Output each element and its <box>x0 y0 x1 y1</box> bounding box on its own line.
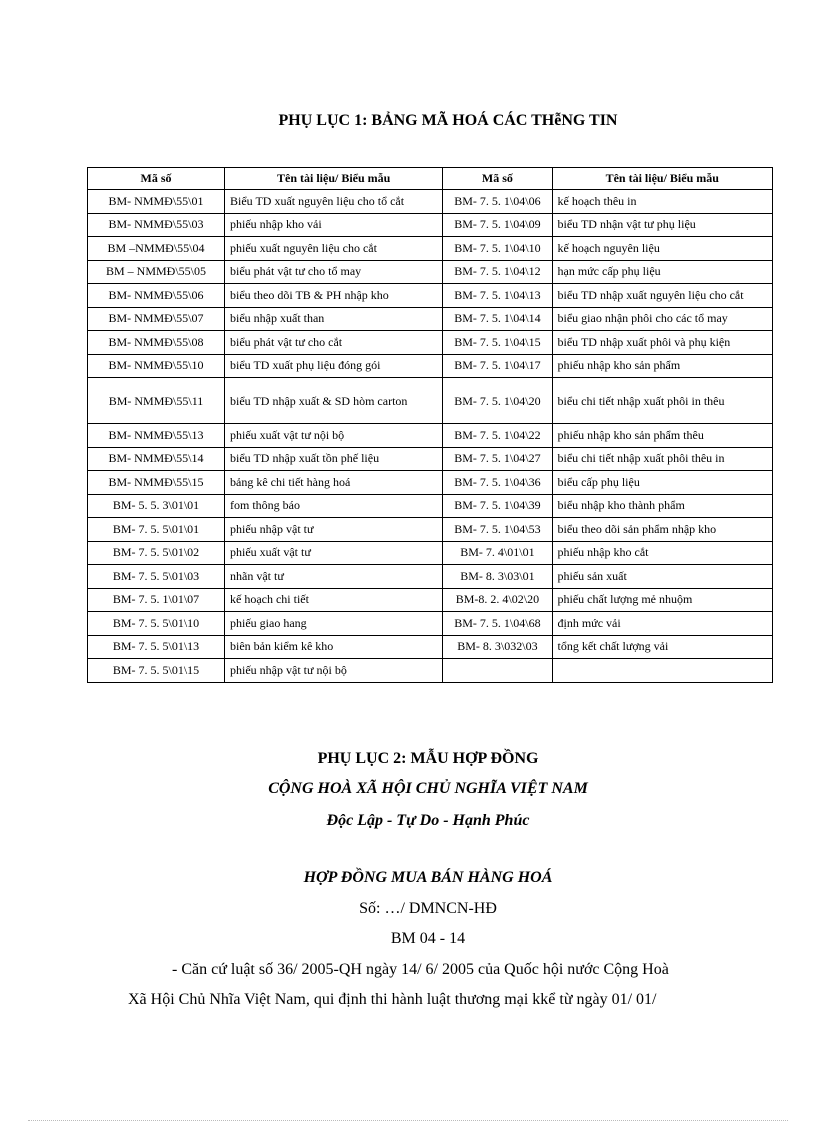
document-name-cell: biểu giao nhận phôi cho các tổ may <box>552 307 772 331</box>
table-row <box>88 378 773 424</box>
document-name-cell: biểu theo dõi TB & PH nhập kho <box>225 284 443 308</box>
document-name-cell: biểu TD nhập xuất & SD hòm carton <box>225 378 443 424</box>
document-name-cell: kế hoạch chi tiết <box>225 588 443 612</box>
header-name-2: Tên tài liệu/ Biểu mẫu <box>552 168 772 190</box>
table-row <box>88 471 773 495</box>
page-bottom-rule <box>28 1120 788 1121</box>
code-cell: BM- 7. 5. 5\01\01 <box>88 518 225 542</box>
document-name-cell: phiếu nhập kho sản phẩm thêu <box>552 424 772 448</box>
contract-number: Số: …/ DMNCN-HĐ <box>359 900 497 917</box>
legal-basis-line-2: Xã Hội Chủ Nhĩa Việt Nam, qui định thi hành luật thương mại kkể từ ngày 01/ 01/ <box>128 991 657 1008</box>
national-motto: Độc Lập - Tự Do - Hạnh Phúc <box>326 812 530 829</box>
code-cell: BM- 7. 4\01\01 <box>443 541 552 565</box>
table-row <box>88 518 773 542</box>
code-cell: BM- 7. 5. 5\01\15 <box>88 659 225 683</box>
table-row <box>88 213 773 237</box>
code-cell: BM- 7. 5. 1\04\27 <box>443 447 552 471</box>
code-cell: BM- 7. 5. 5\01\03 <box>88 565 225 589</box>
code-table <box>87 167 773 683</box>
document-name-cell: biểu theo dõi sản phẩm nhập kho <box>552 518 772 542</box>
document-name-cell: biên bản kiểm kê kho <box>225 635 443 659</box>
code-cell: BM- 8. 3\03\01 <box>443 565 552 589</box>
table-row <box>88 659 773 683</box>
table-row <box>88 260 773 284</box>
legal-basis-line-1: - Căn cứ luật số 36/ 2005-QH ngày 14/ 6/ 2005 của Quốc hội nước Cộng Hoà <box>172 961 669 978</box>
document-name-cell <box>552 659 772 683</box>
table-row <box>88 284 773 308</box>
code-cell: BM –NMMĐ\55\04 <box>88 237 225 261</box>
document-name-cell: định mức vải <box>552 612 772 636</box>
document-name-cell: tổng kết chất lượng vải <box>552 635 772 659</box>
table-header-row <box>88 168 773 190</box>
code-cell: BM- 7. 5. 5\01\13 <box>88 635 225 659</box>
contract-title: HỢP ĐỒNG MUA BÁN HÀNG HOÁ <box>303 869 553 886</box>
code-cell: BM- 5. 5. 3\01\01 <box>88 494 225 518</box>
document-name-cell: phiếu nhập kho cắt <box>552 541 772 565</box>
code-cell: BM- NMMĐ\55\08 <box>88 331 225 355</box>
document-name-cell: phiếu nhập vật tư <box>225 518 443 542</box>
document-name-cell: biểu TD xuất phụ liệu đóng gói <box>225 354 443 378</box>
document-name-cell: Biểu TD xuất nguyên liệu cho tổ cắt <box>225 190 443 214</box>
table-row <box>88 331 773 355</box>
code-cell: BM- 7. 5. 1\04\53 <box>443 518 552 542</box>
code-cell: BM- NMMĐ\55\01 <box>88 190 225 214</box>
code-cell: BM- NMMĐ\55\13 <box>88 424 225 448</box>
code-cell: BM- 7. 5. 5\01\10 <box>88 612 225 636</box>
code-cell: BM- 7. 5. 1\04\14 <box>443 307 552 331</box>
table-body <box>88 190 773 683</box>
document-name-cell: phiếu nhập kho sản phẩm <box>552 354 772 378</box>
document-name-cell: nhãn vật tư <box>225 565 443 589</box>
code-cell: BM- 7. 5. 1\04\06 <box>443 190 552 214</box>
document-name-cell: biểu TD nhận vật tư phụ liệu <box>552 213 772 237</box>
document-name-cell: kế hoạch thêu in <box>552 190 772 214</box>
document-name-cell: biểu phát vật tư cho cắt <box>225 331 443 355</box>
code-cell: BM-8. 2. 4\02\20 <box>443 588 552 612</box>
document-name-cell: biểu TD nhập xuất nguyên liệu cho cắt <box>552 284 772 308</box>
document-name-cell: phiếu nhập kho vải <box>225 213 443 237</box>
document-name-cell: kế hoạch nguyên liệu <box>552 237 772 261</box>
code-cell: BM- 7. 5. 1\04\17 <box>443 354 552 378</box>
table-row <box>88 565 773 589</box>
table-row <box>88 635 773 659</box>
table-row <box>88 237 773 261</box>
form-code: BM 04 - 14 <box>390 930 466 947</box>
code-cell: BM- NMMĐ\55\03 <box>88 213 225 237</box>
document-name-cell: phiếu giao hang <box>225 612 443 636</box>
code-cell: BM- 7. 5. 1\04\20 <box>443 378 552 424</box>
code-cell: BM- 7. 5. 1\04\13 <box>443 284 552 308</box>
table-row <box>88 307 773 331</box>
document-name-cell: biểu nhập xuất than <box>225 307 443 331</box>
header-code-2: Mã số <box>443 168 552 190</box>
code-cell: BM- NMMĐ\55\11 <box>88 378 225 424</box>
document-name-cell: biểu cấp phụ liệu <box>552 471 772 495</box>
code-cell: BM- 7. 5. 1\04\68 <box>443 612 552 636</box>
code-cell: BM- 7. 5. 1\04\15 <box>443 331 552 355</box>
document-name-cell: phiếu nhập vật tư nội bộ <box>225 659 443 683</box>
code-cell: BM- 7. 5. 1\04\36 <box>443 471 552 495</box>
code-cell: BM- NMMĐ\55\14 <box>88 447 225 471</box>
document-name-cell: biểu chi tiết nhập xuất phôi in thêu <box>552 378 772 424</box>
code-cell <box>443 659 552 683</box>
code-cell: BM- NMMĐ\55\15 <box>88 471 225 495</box>
code-cell: BM- 7. 5. 1\04\12 <box>443 260 552 284</box>
document-name-cell: biểu TD nhập xuất phôi và phụ kiện <box>552 331 772 355</box>
document-name-cell: phiếu chất lượng mẻ nhuộm <box>552 588 772 612</box>
document-name-cell: fom thông báo <box>225 494 443 518</box>
document-name-cell: biểu TD nhập xuất tồn phế liệu <box>225 447 443 471</box>
table-row <box>88 447 773 471</box>
table-row <box>88 612 773 636</box>
code-cell: BM- 7. 5. 1\01\07 <box>88 588 225 612</box>
document-name-cell: phiếu xuất vật tư <box>225 541 443 565</box>
appendix1-title: PHỤ LỤC 1: BẢNG MÃ HOÁ CÁC THễNG TIN <box>278 112 618 129</box>
code-cell: BM- 7. 5. 5\01\02 <box>88 541 225 565</box>
document-name-cell: biểu nhập kho thành phẩm <box>552 494 772 518</box>
code-cell: BM- NMMĐ\55\07 <box>88 307 225 331</box>
table-row <box>88 494 773 518</box>
appendix2-title: PHỤ LỤC 2: MẪU HỢP ĐỒNG <box>317 750 539 767</box>
code-cell: BM- NMMĐ\55\10 <box>88 354 225 378</box>
table-row <box>88 588 773 612</box>
code-cell: BM- 7. 5. 1\04\09 <box>443 213 552 237</box>
code-cell: BM- 8. 3\032\03 <box>443 635 552 659</box>
table-row <box>88 190 773 214</box>
code-cell: BM – NMMĐ\55\05 <box>88 260 225 284</box>
document-name-cell: hạn mức cấp phụ liệu <box>552 260 772 284</box>
table-row <box>88 354 773 378</box>
document-name-cell: phiếu xuất vật tư nội bộ <box>225 424 443 448</box>
document-name-cell: bảng kê chi tiết hàng hoá <box>225 471 443 495</box>
header-name-1: Tên tài liệu/ Biểu mẫu <box>225 168 443 190</box>
document-name-cell: biểu chi tiết nhập xuất phôi thêu in <box>552 447 772 471</box>
code-cell: BM- 7. 5. 1\04\39 <box>443 494 552 518</box>
code-cell: BM- 7. 5. 1\04\22 <box>443 424 552 448</box>
document-name-cell: biểu phát vật tư cho tổ may <box>225 260 443 284</box>
country-name: CỘNG HOÀ XÃ HỘI CHỦ NGHĨA VIỆT NAM <box>268 780 588 797</box>
table-row <box>88 541 773 565</box>
header-code-1: Mã số <box>88 168 225 190</box>
code-cell: BM- NMMĐ\55\06 <box>88 284 225 308</box>
code-cell: BM- 7. 5. 1\04\10 <box>443 237 552 261</box>
document-name-cell: phiếu xuất nguyên liệu cho cắt <box>225 237 443 261</box>
table-row <box>88 424 773 448</box>
document-name-cell: phiếu sản xuất <box>552 565 772 589</box>
